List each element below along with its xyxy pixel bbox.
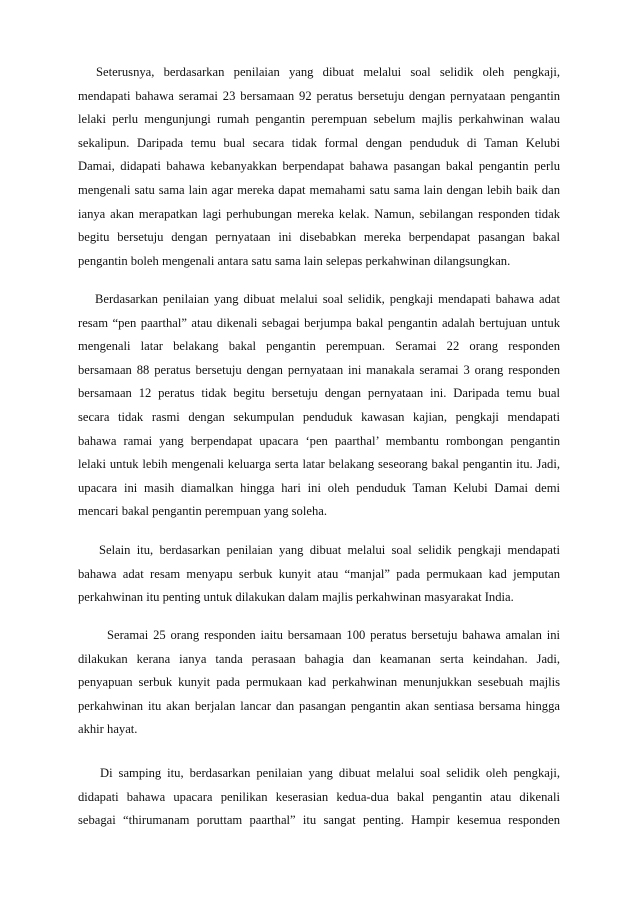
paragraph-line: perkahwinan itu penting untuk dilakukan dalam majlis perkahwinan masyarakat India. <box>78 590 514 605</box>
paragraph-line: Di samping itu, berdasarkan penilaian yang dibuat melalui soal selidik oleh pengkaji, <box>100 766 560 780</box>
paragraph-line: sekalipun. Daripada temu bual secara tidak formal dengan penduduk di Taman Kelubi <box>78 135 560 150</box>
paragraph-line: sebagai “thirumanam poruttam paarthal” itu sangat penting. Hampir kesemua responden <box>78 813 560 828</box>
paragraph-line: lelaki untuk lebih mengenali keluarga serta latar belakang seseorang bakal pengantin itu. Jadi, <box>78 457 560 472</box>
paragraph-line: penyapuan serbuk kunyit pada permukaan kad perkahwinan menunjukkan sesebuah majlis <box>78 675 560 690</box>
paragraph-line: akhir hayat. <box>78 722 138 737</box>
paragraph-line: mencari bakal pengantin perempuan yang soleha. <box>78 504 327 519</box>
paragraph-line: bersamaan 88 peratus bersetuju dengan pernyataan ini manakala seramai 3 orang responden <box>78 362 560 377</box>
paragraph-line: begitu bersetuju dengan pernyataan ini disebabkan mereka berpendapat pasangan bakal <box>78 230 560 245</box>
paragraph-line: ianya akan merapatkan lagi perhubungan mereka kelak. Namun, sebilangan responden tidak <box>78 206 560 221</box>
paragraph-line: pengantin boleh mengenali antara satu sama lain selepas perkahwinan dilangsungkan. <box>78 253 511 268</box>
paragraph-1 <box>78 61 560 273</box>
paragraph-line: upacara ini masih diamalkan hingga hari ini oleh penduduk Taman Kelubi Damai demi <box>78 480 560 495</box>
paragraph-4 <box>78 624 560 742</box>
paragraph-line: resam “pen paarthal” atau dikenali sebagai berjumpa bakal pengantin adalah bertujuan untuk <box>78 315 560 330</box>
paragraph-3 <box>78 539 560 610</box>
paragraph-line: mengenali satu sama lain agar mereka dapat memahami satu sama lain dengan lebih baik dan <box>78 182 560 197</box>
paragraph-line: lelaki perlu mengunjungi rumah pengantin perempuan sebelum majlis perkahwinan walau <box>78 112 560 127</box>
paragraph-line: secara tidak rasmi dengan sekumpulan penduduk kawasan kajian, pengkaji mendapati <box>78 409 560 424</box>
paragraph-line: Selain itu, berdasarkan penilaian yang dibuat melalui soal selidik pengkaji mendapati <box>99 543 560 557</box>
paragraph-5 <box>78 762 560 833</box>
paragraph-line: Damai, didapati bahawa kebanyakkan berpendapat bahawa pasangan bakal pengantin perlu <box>78 159 560 174</box>
paragraph-line: bahawa ramai yang berpendapat upacara ‘pen paarthal’ membantu rombongan pengantin <box>78 433 560 448</box>
paragraph-line: bahawa adat resam menyapu serbuk kunyit atau “manjal” pada permukaan kad jemputan <box>78 566 560 581</box>
paragraph-line: didapati bahawa upacara penilikan keserasian kedua-dua bakal pengantin atau dikenali <box>78 789 560 804</box>
paragraph-line: Berdasarkan penilaian yang dibuat melalui soal selidik, pengkaji mendapati bahawa adat <box>95 292 560 306</box>
paragraph-line: dilakukan kerana ianya tanda perasaan bahagia dan keamanan serta keindahan. Jadi, <box>78 651 560 666</box>
paragraph-2 <box>78 288 560 524</box>
paragraph-line: bersamaan 12 peratus tidak begitu bersetuju dengan pernyataan ini. Daripada temu bual <box>78 386 560 401</box>
paragraph-line: perkahwinan itu akan berjalan lancar dan pasangan pengantin akan sentiasa bersama hingga <box>78 698 560 713</box>
paragraph-line: mengenali latar belakang bakal pengantin perempuan. Seramai 22 orang responden <box>78 339 560 354</box>
paragraph-line: mendapati bahawa seramai 23 bersamaan 92 peratus bersetuju dengan pernyataan pengantin <box>78 88 560 103</box>
paragraph-line: Seterusnya, berdasarkan penilaian yang dibuat melalui soal selidik oleh pengkaji, <box>96 65 560 79</box>
paragraph-line: Seramai 25 orang responden iaitu bersamaan 100 peratus bersetuju bahawa amalan ini <box>107 628 560 642</box>
